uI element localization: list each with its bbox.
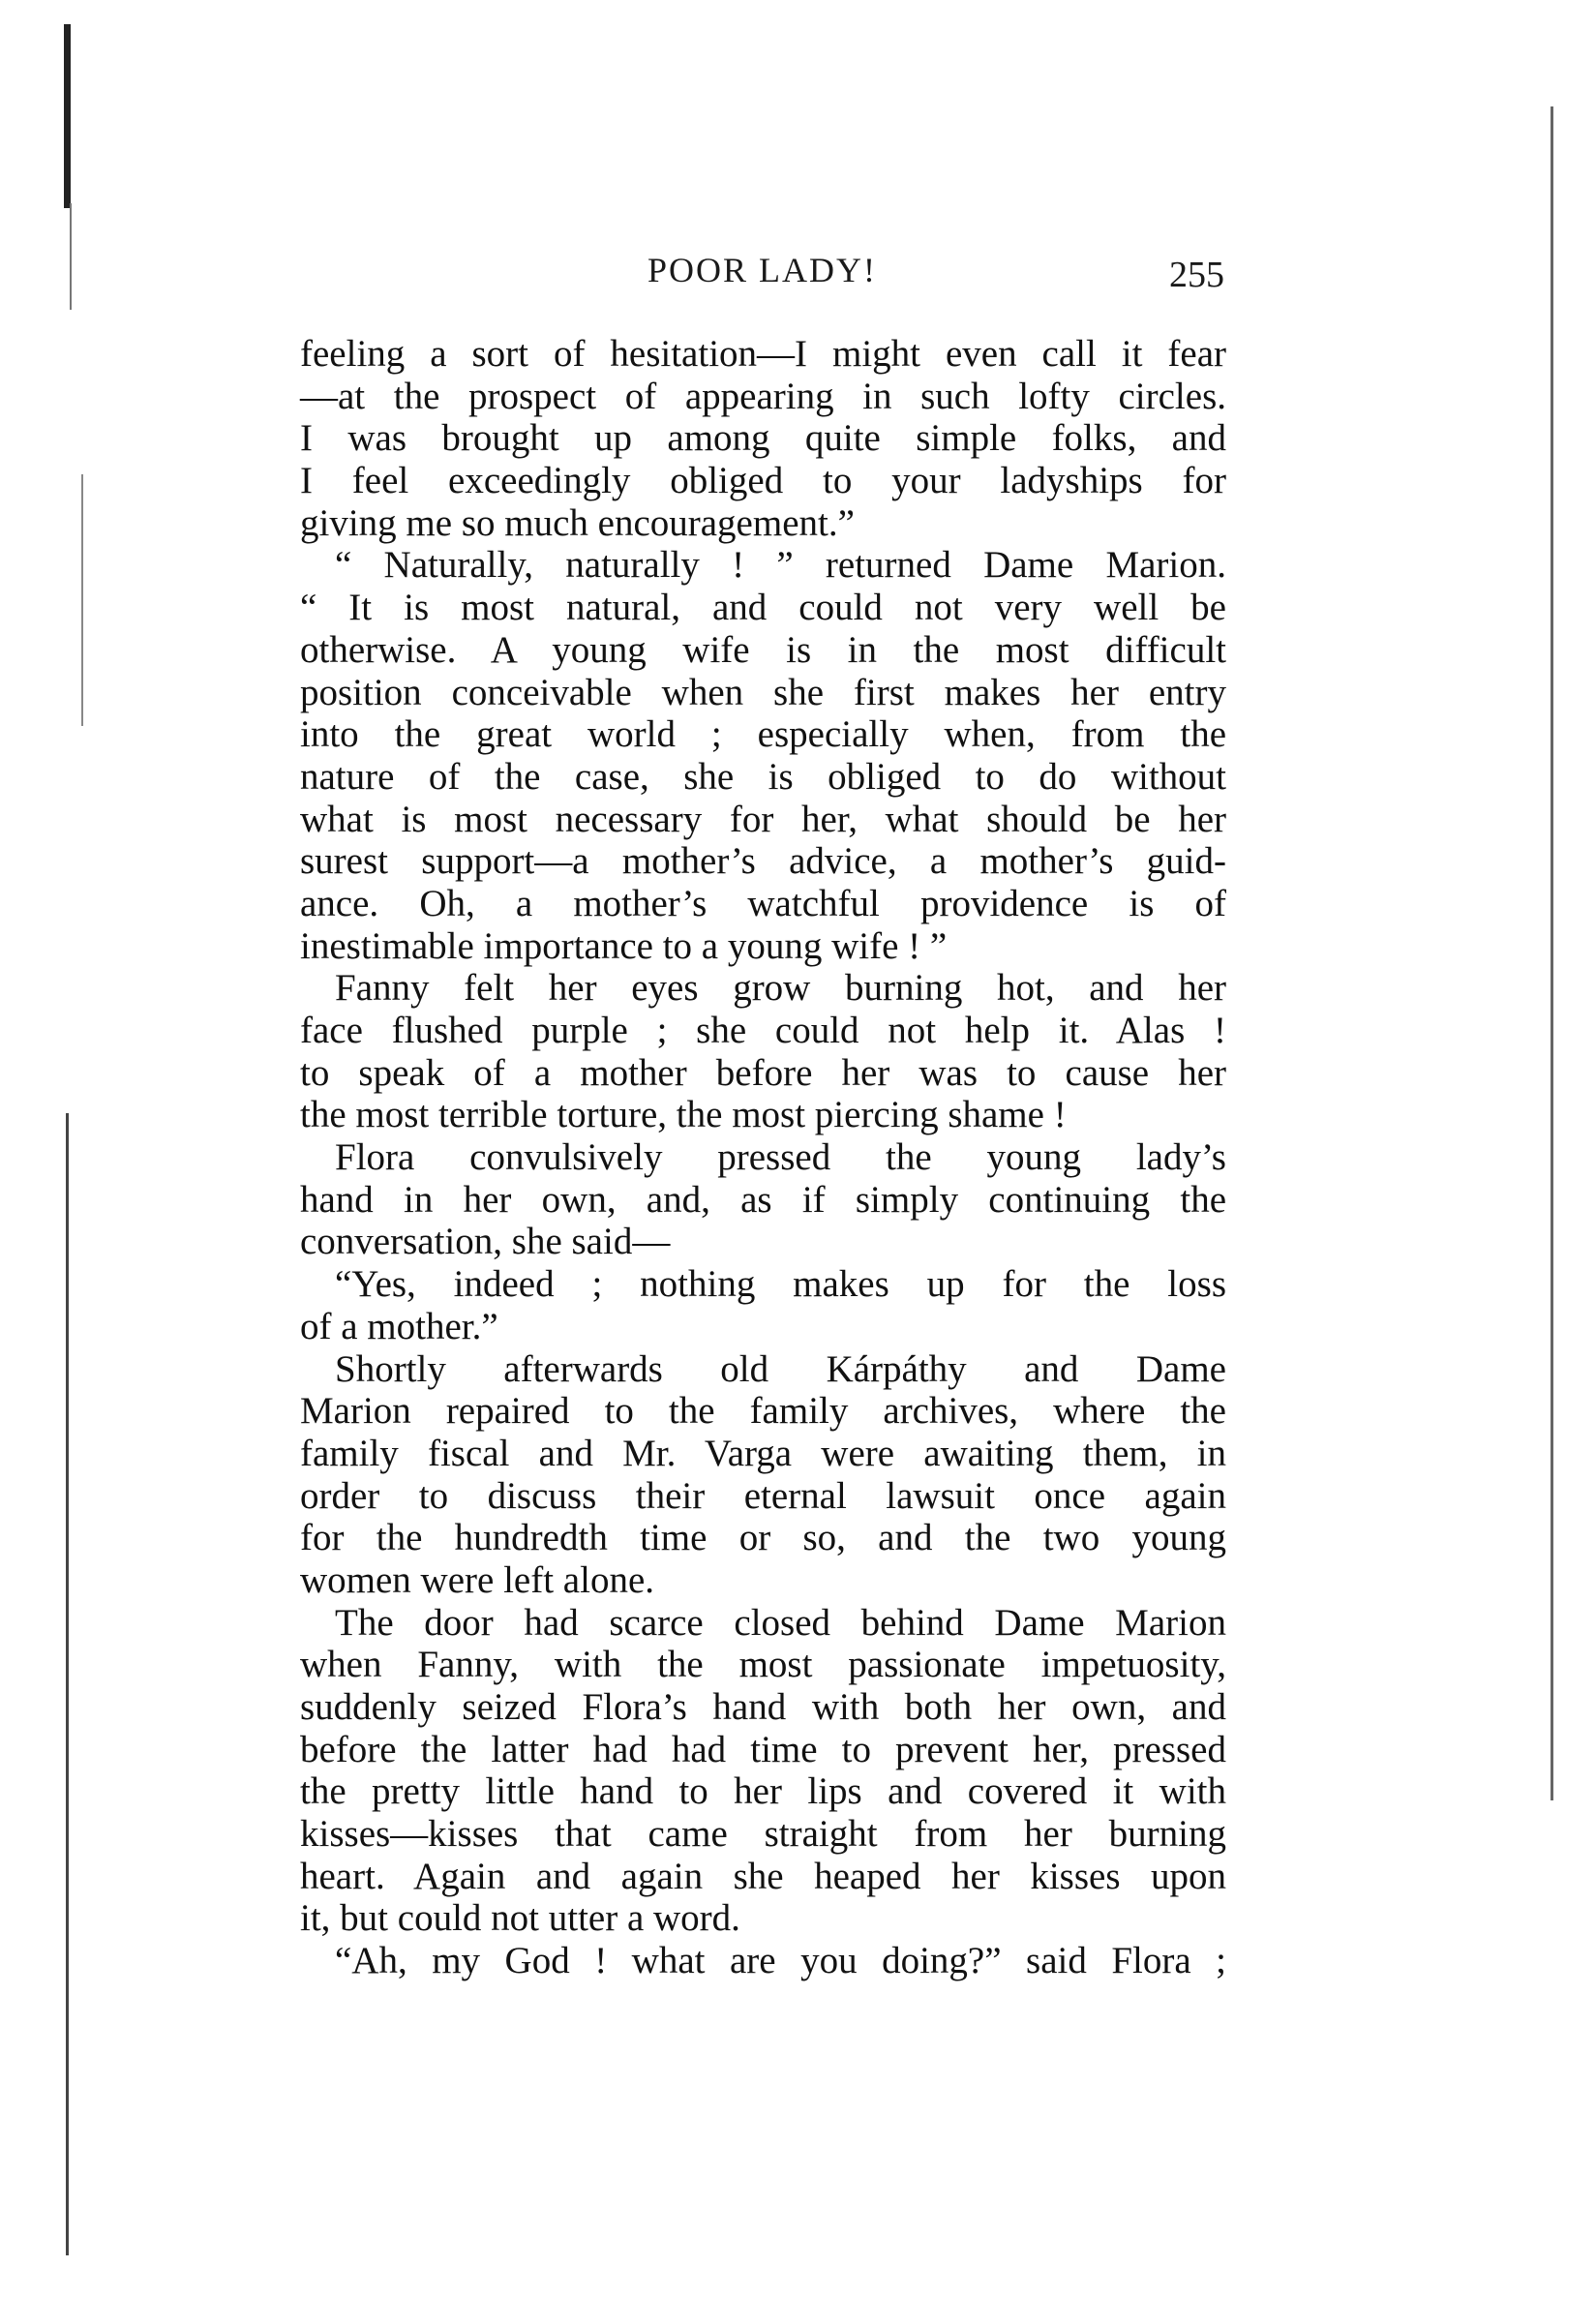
text-line: giving me so much encouragement.”	[300, 501, 855, 544]
paragraph	[300, 544, 1226, 967]
text-line: to speak of a mother before her was to cause her	[300, 1051, 1226, 1094]
text-line: Shortly afterwards old Kárpáthy and Dame	[335, 1347, 1226, 1390]
paragraph	[300, 1263, 1226, 1347]
text-line: surest support—a mother’s advice, a mother’s guid-	[300, 840, 1226, 883]
text-line: ance. Oh, a mother’s watchful providence is of	[300, 882, 1226, 924]
text-line: The door had scarce closed behind Dame Marion	[335, 1601, 1226, 1644]
scan-edge-mark	[1551, 106, 1553, 1800]
text-line: Fanny felt her eyes grow burning hot, and her	[335, 967, 1226, 1010]
paragraph	[300, 1136, 1226, 1263]
text-line: before the latter had had time to prevent her, pressed	[300, 1728, 1226, 1770]
text-line: hand in her own, and, as if simply continuing the	[300, 1178, 1226, 1221]
text-line: heart. Again and again she heaped her kisses upon	[300, 1855, 1226, 1897]
text-line: inestimable importance to a young wife ! ”	[300, 924, 948, 967]
text-line: when Fanny, with the most passionate impetuosity,	[300, 1644, 1226, 1686]
text-line: “Ah, my God ! what are you doing?” said Flora ;	[335, 1940, 1226, 1982]
running-title: POOR LADY!	[647, 251, 877, 289]
text-line: suddenly seized Flora’s hand with both her own, and	[300, 1686, 1226, 1728]
scan-edge-mark	[64, 24, 71, 208]
text-line: position conceivable when she first makes her entry	[300, 671, 1226, 713]
paragraph	[300, 1940, 1226, 1982]
text-line: “ It is most natural, and could not very well be	[300, 587, 1226, 629]
running-header	[300, 250, 1224, 296]
paragraph	[300, 1348, 1226, 1602]
scan-edge-mark	[81, 474, 83, 726]
text-line: kisses—kisses that came straight from her burning	[300, 1813, 1226, 1856]
text-line: “Yes, indeed ; nothing makes up for the loss	[335, 1263, 1226, 1306]
text-line: I was brought up among quite simple folks, and	[300, 417, 1226, 460]
text-line: “ Naturally, naturally ! ” returned Dame Marion.	[335, 544, 1226, 587]
paragraph	[300, 333, 1226, 544]
text-line: women were left alone.	[300, 1558, 655, 1601]
body-text	[300, 333, 1226, 1982]
text-line: Flora convulsively pressed the young lady’s	[335, 1136, 1226, 1179]
text-line: into the great world ; especially when, from the	[300, 713, 1226, 756]
text-line: order to discuss their eternal lawsuit once again	[300, 1474, 1226, 1517]
text-line: for the hundredth time or so, and the two young	[300, 1517, 1226, 1559]
scan-edge-mark	[66, 1113, 69, 2255]
page-number: 255	[1169, 255, 1224, 295]
paragraph	[300, 967, 1226, 1136]
text-line: face flushed purple ; she could not help it. Alas !	[300, 1010, 1226, 1051]
scan-edge-mark	[70, 203, 72, 310]
text-line: Marion repaired to the family archives, where the	[300, 1390, 1226, 1433]
text-line: nature of the case, she is obliged to do without	[300, 755, 1226, 798]
text-line: of a mother.”	[300, 1305, 498, 1347]
paragraph	[300, 1602, 1226, 1941]
text-line: —at the prospect of appearing in such lofty circles.	[300, 375, 1226, 417]
text-line: conversation, she said—	[300, 1221, 671, 1263]
text-line: it, but could not utter a word.	[300, 1897, 740, 1940]
text-line: the pretty little hand to her lips and covered it with	[300, 1770, 1226, 1813]
text-line: otherwise. A young wife is in the most difficult	[300, 628, 1226, 671]
text-line: what is most necessary for her, what should be her	[300, 798, 1226, 840]
text-line: feeling a sort of hesitation—I might even call it fear	[300, 333, 1226, 375]
text-line: I feel exceedingly obliged to your ladyships for	[300, 460, 1226, 502]
text-line: the most terrible torture, the most piercing shame !	[300, 1094, 1067, 1136]
text-line: family fiscal and Mr. Varga were awaiting them, in	[300, 1432, 1226, 1474]
